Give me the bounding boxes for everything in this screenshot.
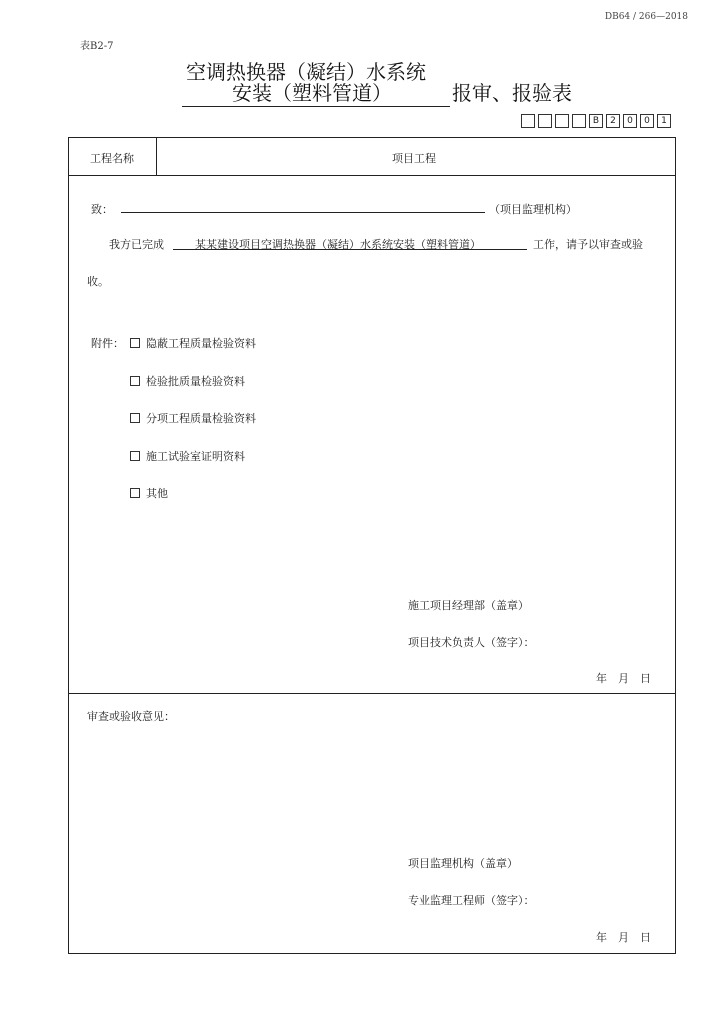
form-code-boxes [521, 114, 671, 128]
code-box[interactable]: 0 [623, 114, 637, 128]
body-prefix: 我方已完成 [109, 238, 164, 251]
code-box[interactable]: 2 [606, 114, 620, 128]
body-suffix: 工作，请予以审查或验 [533, 238, 643, 251]
checkbox-icon[interactable] [130, 376, 140, 386]
code-box[interactable]: 0 [640, 114, 654, 128]
review-opinion-label: 审查或验收意见： [87, 710, 175, 723]
code-box[interactable] [538, 114, 552, 128]
code-box[interactable] [572, 114, 586, 128]
code-box[interactable]: 1 [657, 114, 671, 128]
supervisor-engineer-signature[interactable]: 专业监理工程师（签字）： [408, 894, 535, 907]
work-name-value: 某某建设项目空调热换器（凝结）水系统安装（塑料管道） [195, 238, 481, 251]
title-line-2: 安装（塑料管道） [232, 81, 392, 105]
checkbox-icon[interactable] [130, 488, 140, 498]
attachment-label: 施工试验室证明资料 [146, 450, 245, 463]
contractor-dept-seal: 施工项目经理部（盖章） [408, 599, 529, 612]
attachment-item[interactable] [130, 373, 245, 389]
attachment-item[interactable] [130, 448, 245, 464]
work-name-field[interactable] [173, 234, 527, 250]
checkbox-icon[interactable] [130, 451, 140, 461]
to-suffix: （项目监理机构） [489, 203, 577, 216]
project-name-label: 工程名称 [90, 152, 134, 165]
date-field[interactable]: 年 月 日 [596, 931, 651, 944]
tech-lead-signature[interactable]: 项目技术负责人（签字）： [408, 636, 535, 649]
code-box[interactable]: B [589, 114, 603, 128]
attachment-item[interactable] [130, 335, 256, 351]
body-continuation: 收。 [87, 275, 109, 288]
form-table [68, 137, 676, 954]
project-name-value[interactable]: 项目工程 [392, 152, 436, 165]
code-box[interactable] [555, 114, 569, 128]
to-recipient-field[interactable] [121, 199, 485, 213]
title-line-1: 空调热换器（凝结）水系统 [186, 60, 426, 84]
to-label: 致： [91, 203, 113, 216]
attachment-label: 分项工程质量检验资料 [146, 412, 256, 425]
supervisor-org-seal: 项目监理机构（盖章） [408, 857, 518, 870]
checkbox-icon[interactable] [130, 338, 140, 348]
date-field[interactable]: 年 月 日 [596, 672, 651, 685]
section-divider [69, 693, 675, 694]
attachment-label: 其他 [146, 487, 168, 500]
code-box[interactable] [521, 114, 535, 128]
attachment-item[interactable] [130, 410, 256, 426]
checkbox-icon[interactable] [130, 413, 140, 423]
standard-code: DB64 / 266—2018 [604, 12, 688, 22]
form-number: 表B2-7 [80, 41, 114, 52]
attachment-item[interactable] [130, 485, 168, 501]
row-divider [69, 175, 675, 176]
attachment-label: 检验批质量检验资料 [146, 375, 245, 388]
attachment-label: 隐蔽工程质量检验资料 [146, 337, 256, 350]
title-suffix: 报审、报验表 [452, 81, 572, 105]
column-divider [156, 138, 157, 175]
attachments-label: 附件： [91, 337, 124, 350]
